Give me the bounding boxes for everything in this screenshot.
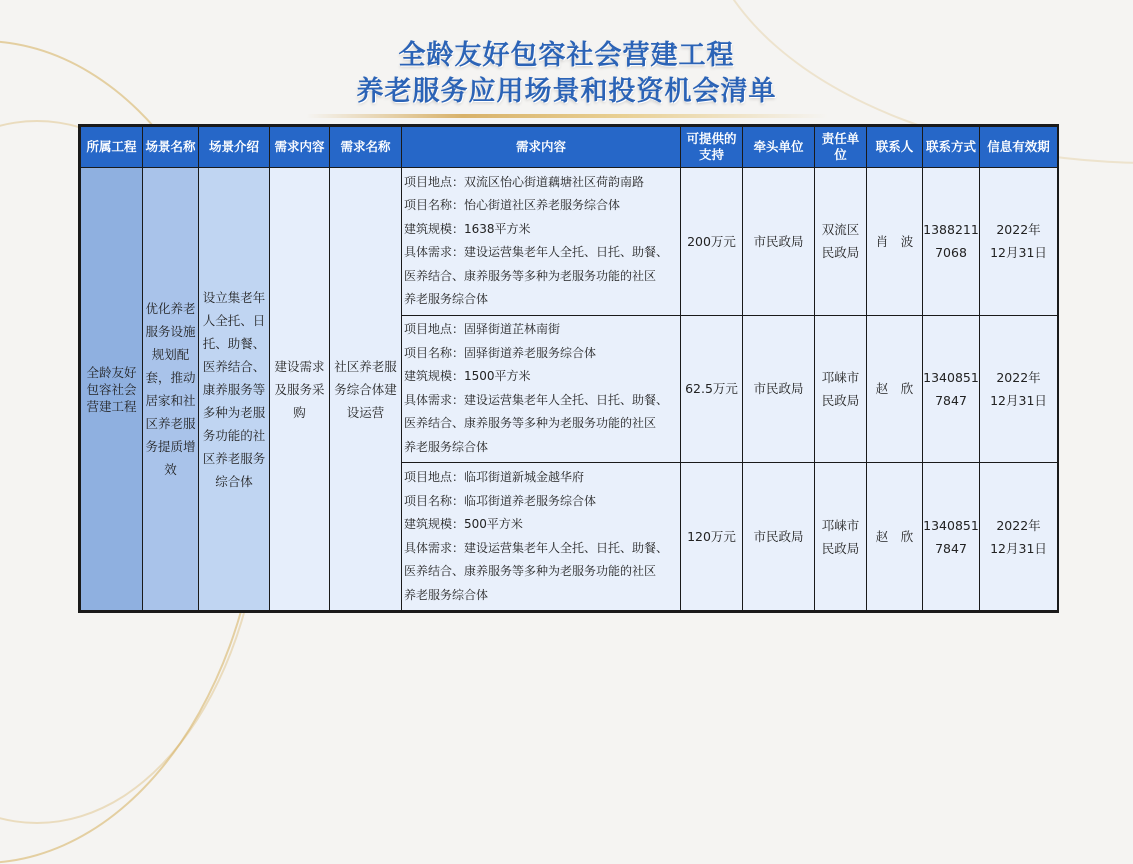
validity-cell bbox=[980, 315, 1058, 463]
table-header-row bbox=[81, 127, 1058, 168]
need-detail-cell bbox=[402, 315, 681, 463]
resp-unit-line: 双流区 bbox=[821, 222, 860, 238]
header-need-type: 需求内容 bbox=[270, 127, 330, 168]
resp-unit-line: 民政局 bbox=[821, 392, 860, 408]
title-underline bbox=[306, 114, 828, 118]
scene-name-cell bbox=[143, 168, 199, 611]
resp-unit-line: 邛崃市 bbox=[821, 369, 860, 385]
detail-requirement-end: 养老服务综合体 bbox=[404, 439, 489, 454]
header-need-name: 需求名称 bbox=[330, 127, 402, 168]
project-cell bbox=[81, 168, 143, 611]
detail-requirement: 具体需求：建设运营集老年人全托、日托、助餐、 bbox=[404, 392, 669, 407]
support-cell: 62.5万元 bbox=[681, 315, 743, 463]
validity-line: 12月31日 bbox=[990, 245, 1047, 261]
header-support: 可提供的支持 bbox=[681, 127, 743, 168]
header-need-detail: 需求内容 bbox=[402, 127, 681, 168]
detail-requirement-cont: 医养结合、康养服务等多种为老服务功能的社区 bbox=[404, 416, 657, 431]
detail-location: 项目地点：临邛街道新城金越华府 bbox=[404, 470, 585, 485]
validity-line: 12月31日 bbox=[990, 392, 1047, 408]
phone-cell bbox=[923, 463, 980, 611]
validity-line: 2022年 bbox=[996, 222, 1041, 238]
detail-requirement-cont: 医养结合、康养服务等多种为老服务功能的社区 bbox=[404, 268, 657, 283]
detail-scale: 建筑规模：1500平方米 bbox=[404, 369, 531, 384]
phone-line: 1340851 bbox=[923, 517, 979, 533]
page-title bbox=[0, 38, 1133, 110]
need-type-text: 建设需求及服务采购 bbox=[274, 358, 325, 420]
validity-cell bbox=[980, 168, 1058, 316]
detail-project-name: 项目名称：临邛街道养老服务综合体 bbox=[404, 493, 597, 508]
detail-scale: 建筑规模：1638平方米 bbox=[404, 221, 531, 236]
header-validity: 信息有效期 bbox=[980, 127, 1058, 168]
lead-unit-cell: 市民政局 bbox=[743, 168, 815, 316]
scene-intro-text: 设立集老年人全托、日托、助餐、医养结合、康养服务等多种为老服务功能的社区养老服务综合体 bbox=[202, 289, 266, 489]
need-name-cell bbox=[330, 168, 402, 611]
phone-line: 1388211 bbox=[923, 222, 979, 238]
opportunity-table-container bbox=[78, 124, 1059, 613]
phone-line: 7847 bbox=[935, 392, 967, 408]
detail-project-name: 项目名称：固驿街道养老服务综合体 bbox=[404, 345, 597, 360]
validity-line: 2022年 bbox=[996, 517, 1041, 533]
header-lead-unit: 牵头单位 bbox=[743, 127, 815, 168]
detail-requirement: 具体需求：建设运营集老年人全托、日托、助餐、 bbox=[404, 540, 669, 555]
lead-unit-cell: 市民政局 bbox=[743, 463, 815, 611]
contact-cell: 赵 欣 bbox=[867, 315, 923, 463]
detail-location: 项目地点：固驿街道芷林南街 bbox=[404, 322, 561, 337]
validity-line: 12月31日 bbox=[990, 540, 1047, 556]
phone-cell bbox=[923, 168, 980, 316]
contact-cell: 肖 波 bbox=[867, 168, 923, 316]
header-resp-unit: 责任单位 bbox=[815, 127, 867, 168]
detail-requirement-cont: 医养结合、康养服务等多种为老服务功能的社区 bbox=[404, 564, 657, 579]
contact-cell: 赵 欣 bbox=[867, 463, 923, 611]
phone-line: 7847 bbox=[935, 540, 967, 556]
detail-location: 项目地点：双流区怡心街道藕塘社区荷韵南路 bbox=[404, 174, 645, 189]
need-detail-cell bbox=[402, 168, 681, 316]
detail-requirement-end: 养老服务综合体 bbox=[404, 587, 489, 602]
phone-line: 1340851 bbox=[923, 369, 979, 385]
detail-scale: 建筑规模：500平方米 bbox=[404, 517, 523, 532]
detail-project-name: 项目名称：怡心街道社区养老服务综合体 bbox=[404, 198, 621, 213]
header-scene-name: 场景名称 bbox=[143, 127, 199, 168]
opportunity-table bbox=[80, 126, 1058, 611]
header-contact: 联系人 bbox=[867, 127, 923, 168]
resp-unit-line: 民政局 bbox=[821, 540, 860, 556]
detail-requirement-end: 养老服务综合体 bbox=[404, 292, 489, 307]
scene-name-text: 优化养老服务设施规划配套，推动居家和社区养老服务提质增效 bbox=[145, 301, 196, 477]
resp-unit-cell bbox=[815, 315, 867, 463]
resp-unit-line: 民政局 bbox=[821, 245, 860, 261]
header-scene-intro: 场景介绍 bbox=[199, 127, 270, 168]
resp-unit-cell bbox=[815, 168, 867, 316]
validity-cell bbox=[980, 463, 1058, 611]
table-row bbox=[81, 168, 1058, 316]
validity-line: 2022年 bbox=[996, 369, 1041, 385]
title-line-1: 全龄友好包容社会营建工程 bbox=[398, 40, 735, 71]
header-project: 所属工程 bbox=[81, 127, 143, 168]
resp-unit-line: 邛崃市 bbox=[821, 517, 860, 533]
resp-unit-cell bbox=[815, 463, 867, 611]
header-phone: 联系方式 bbox=[923, 127, 980, 168]
phone-line: 7068 bbox=[935, 245, 967, 261]
phone-cell bbox=[923, 315, 980, 463]
need-detail-cell bbox=[402, 463, 681, 611]
scene-intro-cell bbox=[199, 168, 270, 611]
project-text: 全龄友好包容社会营建工程 bbox=[86, 364, 137, 414]
need-type-cell bbox=[270, 168, 330, 611]
detail-requirement: 具体需求：建设运营集老年人全托、日托、助餐、 bbox=[404, 245, 669, 260]
lead-unit-cell: 市民政局 bbox=[743, 315, 815, 463]
support-cell: 120万元 bbox=[681, 463, 743, 611]
support-cell: 200万元 bbox=[681, 168, 743, 316]
title-line-2: 养老服务应用场景和投资机会清单 bbox=[356, 76, 777, 107]
need-name-text: 社区养老服务综合体建设运营 bbox=[334, 358, 397, 420]
